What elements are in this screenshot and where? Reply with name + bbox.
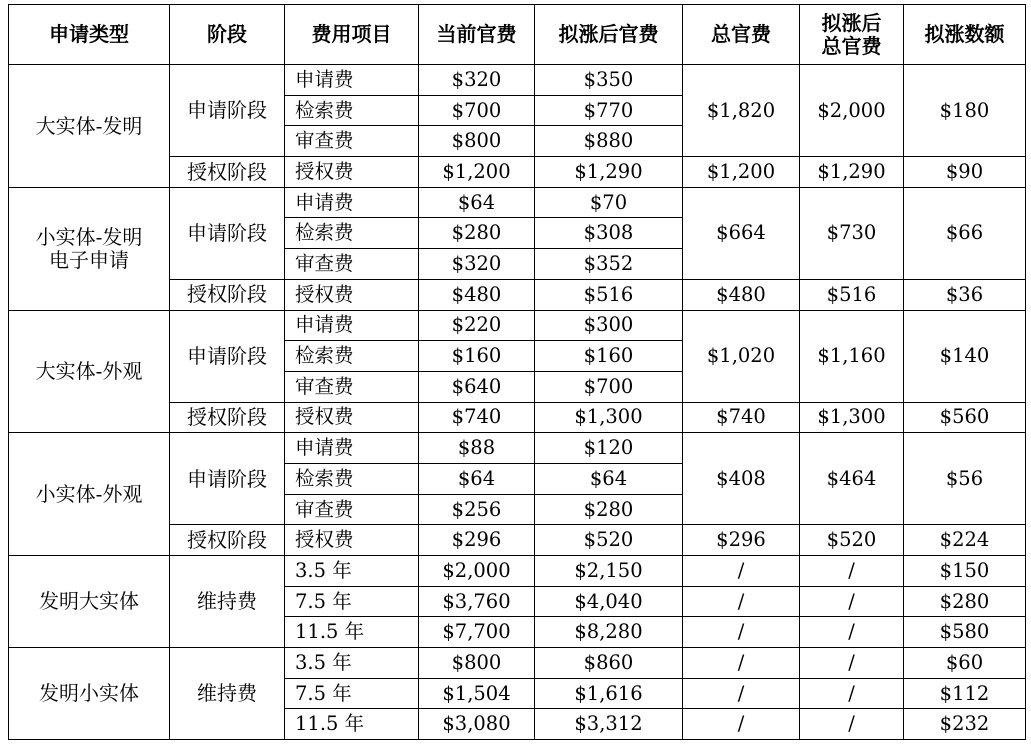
- increase-amount-cell: $66: [904, 187, 1026, 279]
- proposed-total-fee-cell: $520: [800, 525, 904, 556]
- proposed-fee-cell: $770: [535, 95, 683, 126]
- header-increase-amount: 拟涨数额: [904, 5, 1026, 65]
- current-fee-cell: $64: [419, 463, 535, 494]
- fee-item-cell: 检索费: [285, 95, 419, 126]
- header-proposed-fee: 拟涨后官费: [535, 5, 683, 65]
- increase-amount-cell: $280: [904, 586, 1026, 617]
- stage-cell: 申请阶段: [170, 65, 285, 157]
- total-fee-cell: /: [683, 586, 800, 617]
- proposed-fee-cell: $120: [535, 433, 683, 464]
- total-fee-cell: $664: [683, 187, 800, 279]
- fee-item-cell: 申请费: [285, 310, 419, 341]
- increase-amount-cell: $90: [904, 157, 1026, 188]
- header-proposed-total-fee: 拟涨后 总官费: [800, 5, 904, 65]
- increase-amount-cell: $60: [904, 648, 1026, 679]
- proposed-fee-cell: $860: [535, 648, 683, 679]
- current-fee-cell: $320: [419, 65, 535, 96]
- increase-amount-cell: $112: [904, 678, 1026, 709]
- table-row: [9, 310, 1026, 341]
- proposed-fee-cell: $3,312: [535, 709, 683, 740]
- current-fee-cell: $3,080: [419, 709, 535, 740]
- fee-item-cell: 11.5 年: [285, 617, 419, 648]
- table-row: [9, 65, 1026, 96]
- fee-item-cell: 审查费: [285, 371, 419, 402]
- fee-item-cell: 授权费: [285, 525, 419, 556]
- header-fee-item: 费用项目: [285, 5, 419, 65]
- current-fee-cell: $296: [419, 525, 535, 556]
- increase-amount-cell: $56: [904, 433, 1026, 525]
- proposed-fee-cell: $70: [535, 187, 683, 218]
- application-type-cell: 发明大实体: [9, 556, 170, 648]
- current-fee-cell: $220: [419, 310, 535, 341]
- stage-cell: 维持费: [170, 556, 285, 648]
- total-fee-cell: $1,200: [683, 157, 800, 188]
- table-body: [9, 65, 1026, 740]
- current-fee-cell: $88: [419, 433, 535, 464]
- total-fee-cell: $1,820: [683, 65, 800, 157]
- total-fee-cell: /: [683, 709, 800, 740]
- application-type-cell: 大实体-发明: [9, 65, 170, 188]
- fee-item-cell: 7.5 年: [285, 678, 419, 709]
- current-fee-cell: $2,000: [419, 556, 535, 587]
- total-fee-cell: $296: [683, 525, 800, 556]
- proposed-fee-cell: $4,040: [535, 586, 683, 617]
- current-fee-cell: $480: [419, 279, 535, 310]
- proposed-fee-cell: $516: [535, 279, 683, 310]
- fee-item-cell: 3.5 年: [285, 648, 419, 679]
- fee-item-cell: 检索费: [285, 218, 419, 249]
- increase-amount-cell: $560: [904, 402, 1026, 433]
- current-fee-cell: $7,700: [419, 617, 535, 648]
- proposed-fee-cell: $880: [535, 126, 683, 157]
- increase-amount-cell: $36: [904, 279, 1026, 310]
- fee-table: [8, 4, 1026, 740]
- header-total-fee: 总官费: [683, 5, 800, 65]
- table-row: [9, 187, 1026, 218]
- current-fee-cell: $640: [419, 371, 535, 402]
- proposed-fee-cell: $352: [535, 249, 683, 280]
- total-fee-cell: $740: [683, 402, 800, 433]
- total-fee-cell: $480: [683, 279, 800, 310]
- fee-item-cell: 审查费: [285, 126, 419, 157]
- current-fee-cell: $256: [419, 494, 535, 525]
- current-fee-cell: $1,200: [419, 157, 535, 188]
- total-fee-cell: /: [683, 678, 800, 709]
- proposed-total-fee-cell: $730: [800, 187, 904, 279]
- proposed-total-fee-cell: /: [800, 617, 904, 648]
- increase-amount-cell: $180: [904, 65, 1026, 157]
- proposed-fee-cell: $1,616: [535, 678, 683, 709]
- header-current-fee: 当前官费: [419, 5, 535, 65]
- proposed-total-fee-cell: $2,000: [800, 65, 904, 157]
- application-type-cell: 小实体-发明 电子申请: [9, 187, 170, 310]
- current-fee-cell: $700: [419, 95, 535, 126]
- fee-item-cell: 审查费: [285, 249, 419, 280]
- header-application-type: 申请类型: [9, 5, 170, 65]
- fee-item-cell: 申请费: [285, 187, 419, 218]
- current-fee-cell: $1,504: [419, 678, 535, 709]
- proposed-fee-cell: $8,280: [535, 617, 683, 648]
- proposed-total-fee-cell: $1,300: [800, 402, 904, 433]
- current-fee-cell: $800: [419, 126, 535, 157]
- proposed-fee-cell: $308: [535, 218, 683, 249]
- fee-item-cell: 检索费: [285, 463, 419, 494]
- table-header: [9, 5, 1026, 65]
- application-type-cell: 小实体-外观: [9, 433, 170, 556]
- header-stage: 阶段: [170, 5, 285, 65]
- current-fee-cell: $280: [419, 218, 535, 249]
- current-fee-cell: $3,760: [419, 586, 535, 617]
- current-fee-cell: $320: [419, 249, 535, 280]
- proposed-total-fee-cell: /: [800, 678, 904, 709]
- proposed-total-fee-cell: /: [800, 648, 904, 679]
- increase-amount-cell: $232: [904, 709, 1026, 740]
- total-fee-cell: $1,020: [683, 310, 800, 402]
- proposed-fee-cell: $1,300: [535, 402, 683, 433]
- total-fee-cell: /: [683, 617, 800, 648]
- increase-amount-cell: $580: [904, 617, 1026, 648]
- proposed-total-fee-cell: $1,290: [800, 157, 904, 188]
- stage-cell: 授权阶段: [170, 279, 285, 310]
- fee-item-cell: 申请费: [285, 433, 419, 464]
- stage-cell: 授权阶段: [170, 157, 285, 188]
- fee-item-cell: 授权费: [285, 157, 419, 188]
- proposed-fee-cell: $300: [535, 310, 683, 341]
- proposed-total-fee-cell: /: [800, 586, 904, 617]
- proposed-fee-cell: $280: [535, 494, 683, 525]
- increase-amount-cell: $140: [904, 310, 1026, 402]
- fee-item-cell: 3.5 年: [285, 556, 419, 587]
- proposed-fee-cell: $64: [535, 463, 683, 494]
- header-row: [9, 5, 1026, 65]
- current-fee-cell: $64: [419, 187, 535, 218]
- fee-item-cell: 审查费: [285, 494, 419, 525]
- fee-item-cell: 授权费: [285, 279, 419, 310]
- total-fee-cell: /: [683, 556, 800, 587]
- fee-item-cell: 检索费: [285, 341, 419, 372]
- current-fee-cell: $160: [419, 341, 535, 372]
- stage-cell: 申请阶段: [170, 433, 285, 525]
- current-fee-cell: $740: [419, 402, 535, 433]
- total-fee-cell: /: [683, 648, 800, 679]
- current-fee-cell: $800: [419, 648, 535, 679]
- stage-cell: 申请阶段: [170, 187, 285, 279]
- proposed-fee-cell: $700: [535, 371, 683, 402]
- proposed-total-fee-cell: /: [800, 556, 904, 587]
- total-fee-cell: $408: [683, 433, 800, 525]
- increase-amount-cell: $150: [904, 556, 1026, 587]
- proposed-fee-cell: $520: [535, 525, 683, 556]
- proposed-fee-cell: $1,290: [535, 157, 683, 188]
- fee-item-cell: 授权费: [285, 402, 419, 433]
- proposed-fee-cell: $2,150: [535, 556, 683, 587]
- proposed-total-fee-cell: $516: [800, 279, 904, 310]
- proposed-fee-cell: $160: [535, 341, 683, 372]
- increase-amount-cell: $224: [904, 525, 1026, 556]
- fee-item-cell: 11.5 年: [285, 709, 419, 740]
- table-row: [9, 433, 1026, 464]
- proposed-total-fee-cell: $464: [800, 433, 904, 525]
- stage-cell: 授权阶段: [170, 525, 285, 556]
- fee-item-cell: 申请费: [285, 65, 419, 96]
- proposed-fee-cell: $350: [535, 65, 683, 96]
- proposed-total-fee-cell: $1,160: [800, 310, 904, 402]
- stage-cell: 授权阶段: [170, 402, 285, 433]
- application-type-cell: 大实体-外观: [9, 310, 170, 433]
- table-row: [9, 648, 1026, 679]
- proposed-total-fee-cell: /: [800, 709, 904, 740]
- stage-cell: 维持费: [170, 648, 285, 740]
- table-row: [9, 556, 1026, 587]
- fee-item-cell: 7.5 年: [285, 586, 419, 617]
- application-type-cell: 发明小实体: [9, 648, 170, 740]
- stage-cell: 申请阶段: [170, 310, 285, 402]
